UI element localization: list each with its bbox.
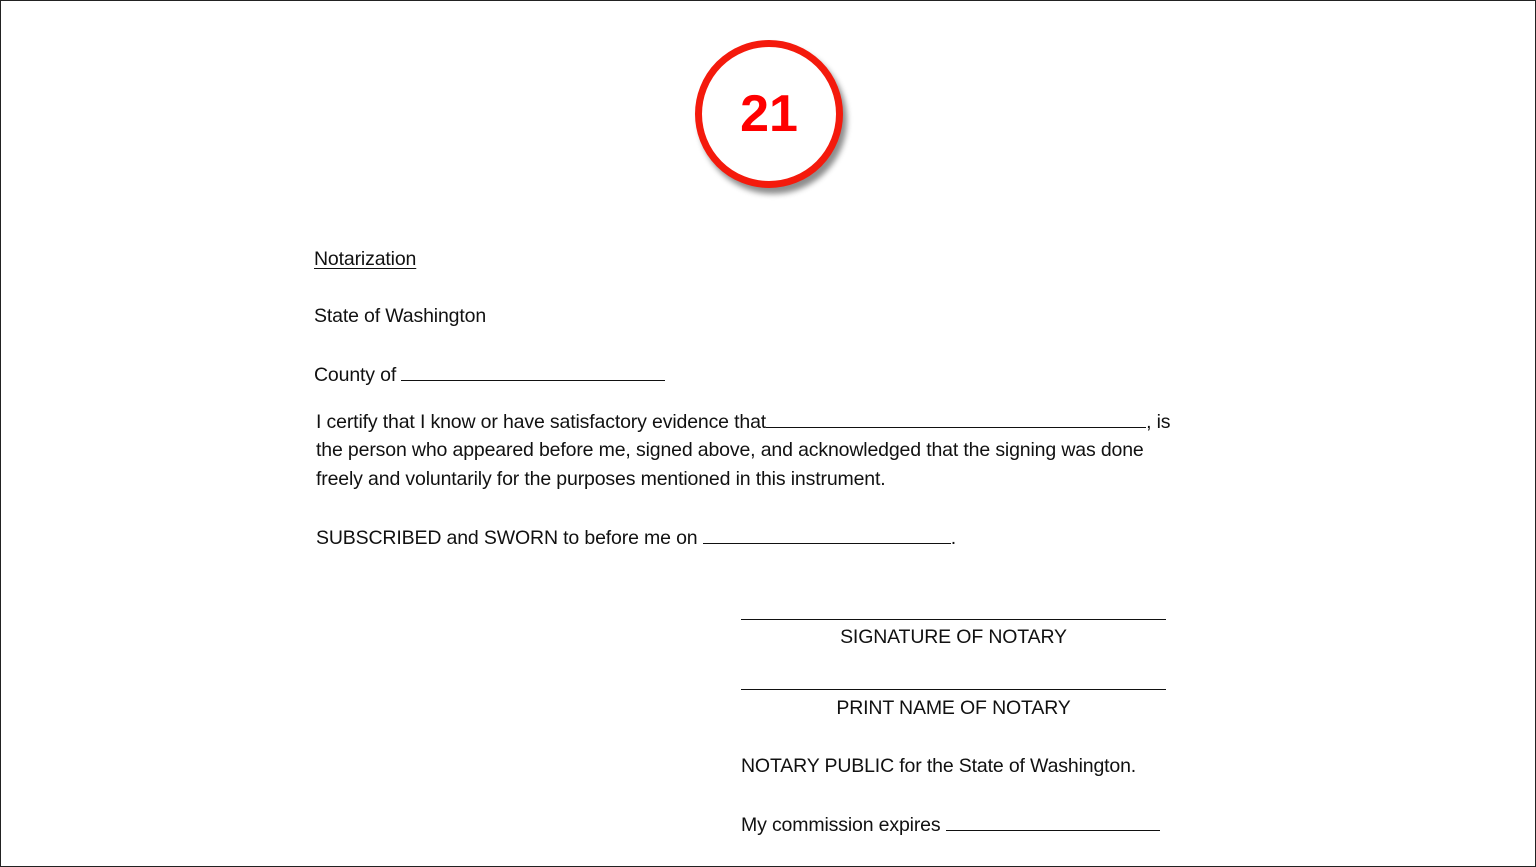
certify-line-2: the person who appeared before me, signed above, and acknowledged that the signing was done [316,439,1144,461]
subscribed-line [316,523,956,553]
notary-public-line: NOTARY PUBLIC for the State of Washington. [741,755,1137,777]
certify-line-1 [316,407,1170,437]
certify-line-3: freely and voluntarily for the purposes mentioned in this instrument. [316,468,886,490]
step-number-badge [695,40,843,188]
county-label: County of [314,364,397,386]
section-heading: Notarization [314,248,417,270]
print-name-line[interactable] [741,689,1166,690]
county-line [314,360,665,390]
commission-label: My commission expires [741,814,941,836]
certify-text: I certify that I know or have satisfactory evidence that [316,411,767,433]
step-number: 21 [740,85,798,143]
state-line: State of Washington [314,305,487,327]
signature-label: SIGNATURE OF NOTARY [840,626,1067,648]
commission-date-blank[interactable] [946,810,1160,831]
certify-text-end: , is [1146,411,1171,433]
commission-line [741,810,1160,840]
signature-line[interactable] [741,619,1166,620]
subscribed-label: SUBSCRIBED and SWORN to before me on [316,527,698,549]
print-name-label: PRINT NAME OF NOTARY [836,697,1071,719]
date-blank[interactable] [703,523,951,544]
county-blank[interactable] [401,360,665,381]
person-name-blank[interactable] [766,407,1146,428]
period: . [950,527,957,549]
